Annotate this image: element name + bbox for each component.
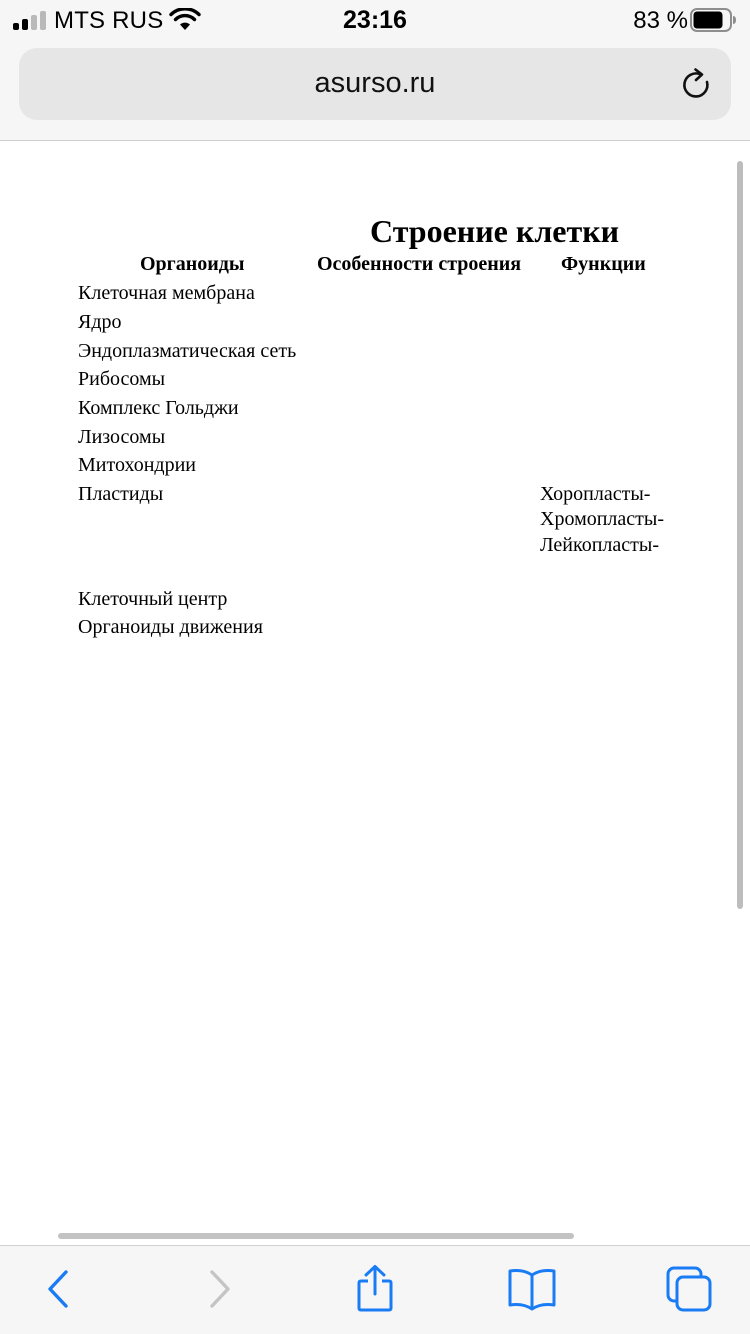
share-icon [355, 1264, 395, 1314]
battery-percentage: 83 % [633, 7, 688, 34]
page-title: Строение клетки [370, 213, 620, 249]
column-header-organoids: Органоиды [140, 253, 245, 275]
plastid-type: Лейкопласты- [540, 534, 659, 556]
browser-toolbar [0, 1245, 750, 1334]
table-row: Эндоплазматическая сеть [78, 340, 297, 362]
table-row: Рибосомы [78, 368, 166, 390]
table-row: Комплекс Гольджи [78, 397, 239, 419]
forward-button[interactable] [194, 1264, 244, 1314]
bookmarks-button[interactable] [507, 1264, 557, 1314]
bookmarks-icon [507, 1267, 557, 1311]
table-row: Органоиды движения [78, 616, 263, 638]
table-row: Митохондрии [78, 454, 196, 476]
status-bar [0, 0, 750, 40]
column-header-structure: Особенности строения [317, 253, 522, 275]
table-row: Клеточный центр [78, 588, 228, 610]
table-row: Ядро [78, 311, 122, 333]
address-bar[interactable] [19, 48, 731, 120]
tabs-button[interactable] [665, 1264, 715, 1314]
status-clock: 23:16 [343, 6, 407, 34]
share-button[interactable] [350, 1264, 400, 1314]
plastid-type: Хромопласты- [540, 508, 664, 530]
table-row: Лизосомы [78, 426, 166, 448]
web-page-content[interactable] [0, 141, 750, 1245]
column-header-functions: Функции [561, 253, 646, 275]
horizontal-scrollbar[interactable] [58, 1233, 574, 1239]
browser-top-bar [0, 40, 750, 141]
table-row: Пластиды [78, 483, 164, 505]
forward-icon [205, 1269, 233, 1309]
reload-icon[interactable] [680, 68, 714, 102]
back-button[interactable] [34, 1264, 84, 1314]
battery-icon [690, 8, 736, 32]
vertical-scrollbar[interactable] [737, 161, 743, 909]
url-text[interactable]: asurso.ru [314, 67, 436, 99]
back-icon [45, 1269, 73, 1309]
plastid-type: Хоропласты- [540, 483, 651, 505]
tabs-icon [665, 1265, 715, 1313]
table-row: Клеточная мембрана [78, 282, 255, 304]
carrier-name: MTS RUS [54, 7, 164, 34]
